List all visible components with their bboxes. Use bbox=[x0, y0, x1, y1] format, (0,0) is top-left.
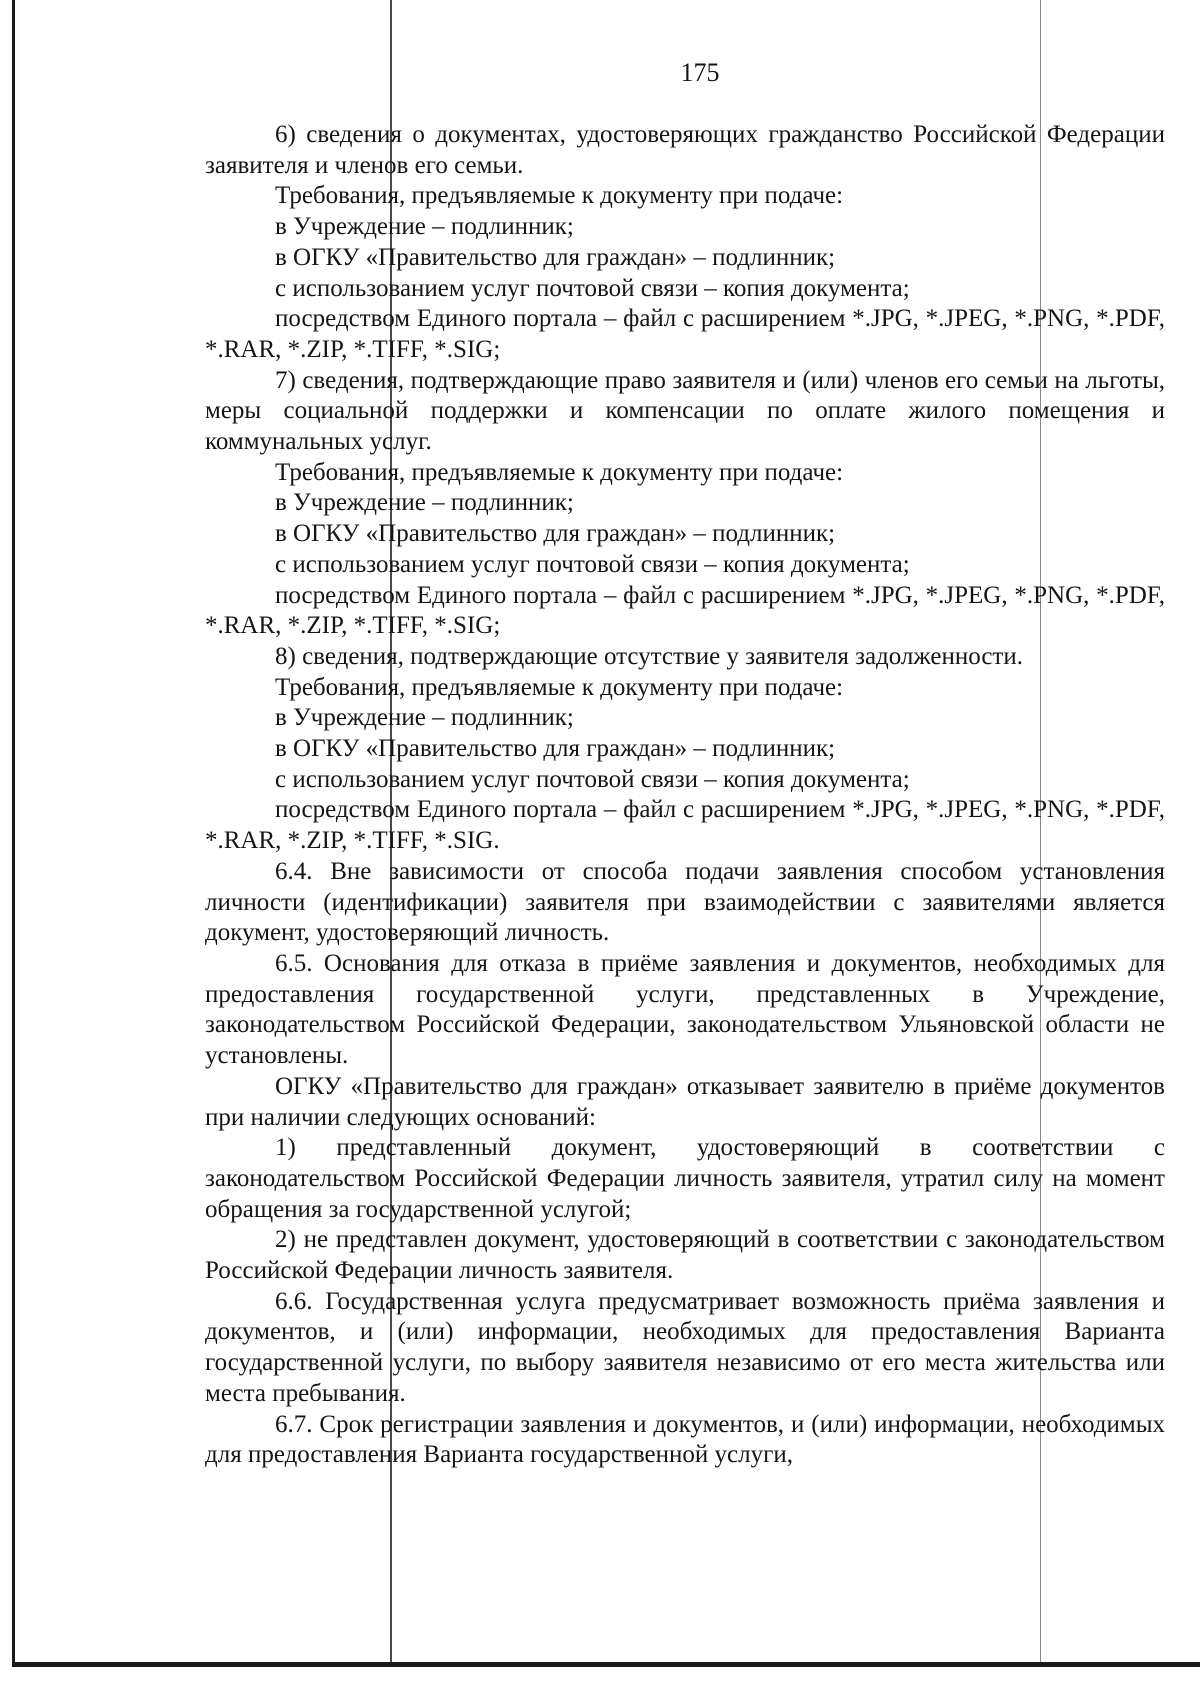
paragraph: посредством Единого портала – файл с расширением *.JPG, *.JPEG, *.PNG, *.PDF, *.RAR, *.ZIP, *.TIFF, *.SIG; bbox=[205, 305, 1165, 363]
paragraph: Требования, предъявляемые к документу при подаче: bbox=[275, 458, 844, 486]
paragraph: посредством Единого портала – файл с расширением *.JPG, *.JPEG, *.PNG, *.PDF, *.RAR, *.ZIP, *.TIFF, *.SIG; bbox=[205, 581, 1165, 640]
paragraph: ОГКУ «Правительство для граждан» отказывает заявителю в приёме документов при наличии следующих оснований: bbox=[205, 1072, 1165, 1131]
paragraph: с использованием услуг почтовой связи – копия документа; bbox=[275, 274, 910, 302]
paragraph: в Учреждение – подлинник; bbox=[275, 213, 574, 241]
paragraph: 6.7. Срок регистрации заявления и документов, и (или) информации, необходимых для предоставления Варианта государственной услуги, bbox=[205, 1410, 1165, 1469]
paragraph: в ОГКУ «Правительство для граждан» – подлинник; bbox=[275, 520, 836, 548]
paragraph: 7) сведения, подтверждающие право заявителя и (или) членов его семьи на льготы, меры социальной поддержки и компенсации по оплате жилого помещения и коммунальных услуг. bbox=[205, 366, 1165, 456]
document-body bbox=[205, 120, 1165, 1471]
page-number: 175 bbox=[680, 58, 720, 87]
paragraph: 6.4. Вне зависимости от способа подачи заявления способом установления личности (идентификации) заявителя при взаимодействии с заявителями является документ, удостоверяющий личность. bbox=[205, 857, 1165, 947]
paragraph: Требования, предъявляемые к документу при подаче: bbox=[275, 182, 844, 210]
paragraph: 6.5. Основания для отказа в приёме заявления и документов, необходимых для предоставления государственной услуги, представленных в Учреждение, законодательством Российской Федерации, законодательством Ульяновской области не установлены. bbox=[205, 949, 1165, 1070]
paragraph: 2) не представлен документ, удостоверяющий в соответствии с законодательством Российской Федерации личность заявителя. bbox=[205, 1226, 1165, 1285]
paragraph: с использованием услуг почтовой связи – копия документа; bbox=[275, 765, 910, 793]
paragraph: 8) сведения, подтверждающие отсутствие у заявителя задолженности. bbox=[275, 642, 1023, 670]
paragraph: 1) представленный документ, удостоверяющий в соответствии с законодательством Российской Федерации личность заявителя, утратил силу на момент обращения за государственной услугой; bbox=[205, 1134, 1165, 1223]
paragraph: в ОГКУ «Правительство для граждан» – подлинник; bbox=[275, 735, 836, 763]
paragraph: в ОГКУ «Правительство для граждан» – подлинник; bbox=[275, 243, 836, 271]
paragraph: 6.6. Государственная услуга предусматривает возможность приёма заявления и документов, и (или) информации, необходимых для предоставления Варианта государственной услуги, по выбору заявителя независимо от его места жительства или места пребывания. bbox=[205, 1287, 1165, 1407]
paragraph: 6) сведения о документах, удостоверяющих гражданство Российской Федерации заявителя и членов его семьи. bbox=[205, 121, 1165, 179]
paragraph: Требования, предъявляемые к документу при подаче: bbox=[275, 673, 844, 701]
paragraph: в Учреждение – подлинник; bbox=[275, 489, 574, 517]
paragraph: с использованием услуг почтовой связи – копия документа; bbox=[275, 550, 910, 578]
scan-border-left bbox=[12, 0, 15, 1665]
scan-border-bottom bbox=[12, 1662, 1200, 1667]
paragraph: посредством Единого портала – файл с расширением *.JPG, *.JPEG, *.PNG, *.PDF, *.RAR, *.ZIP, *.TIFF, *.SIG. bbox=[205, 796, 1165, 855]
paragraph: в Учреждение – подлинник; bbox=[275, 704, 574, 732]
